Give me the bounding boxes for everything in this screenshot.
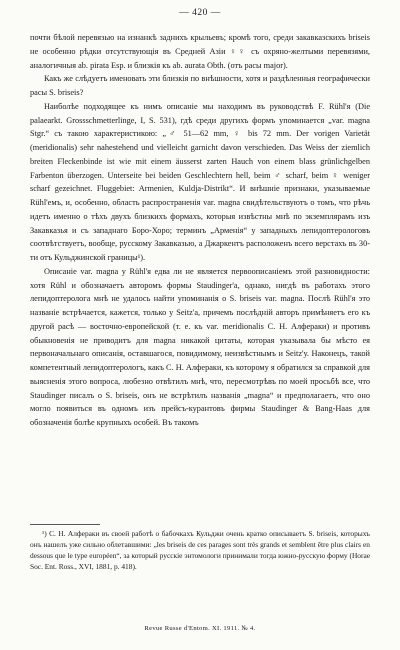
footnote-text: ¹) С. Н. Алфераки въ своей работѣ о бабочкахъ Кульджи очень кратко описываетъ S. briseis, которыхъ онъ нашелъ уже сильно облетавшими: „les briseis de ces parages sont très grands et semblent être plus clairs en dessous que le type européen“, за который русскіе энтомологи принимали тогда южно-русскую форму (Horae Soc. Ent. Ross., XVI, 1881, p. 418). [30,529,370,572]
paragraph-2: Какъ же слѣдуетъ именовать эти близкія по внѣшности, хотя и раздѣленныя географически расы S. briseis? [30,74,370,97]
paragraph-4: Описаніе var. magna у Rühl'я едва ли не является первоописаніемъ этой разновидности: хотя Rühl и обозначаетъ авторомъ формы Staudinger'а, однако, нигдѣ въ работахъ этого лепидоптеролога мнѣ не удалось найти упоминанія о S. briseis var. magna. Послѣ Rühl'я это названіе встрѣчается, кажется, только у Seitz'а, причемъ послѣдній авторъ примѣняетъ его къ другой расѣ — восточно-европейской (т. е. къ var. meridionalis С. Н. Алфераки) и противъ обыкновенія не приводитъ для magna никакой цитаты, которая указывала бы мѣсто ея первоначальнаго описанія, оставшагося, повидимому, неизвѣстнымъ и Seitz'у. Наконецъ, такой компетентный лепидоптерологъ, какъ С. Н. Алфераки, къ которому я обратился за справкой для выясненія этого вопроса, любезно отвѣтилъ мнѣ, что, пересмотрѣвъ по моей просьбѣ все, что Staudinger писалъ о S. briseis, онъ не встрѣтилъ названія „magna“ и предполагаетъ, что оно могло появиться въ одномъ изъ прейсъ-курантовъ фирмы Staudinger & Bang-Haas для обозначенія болѣе крупныхъ особей. Въ такомъ [30,266,370,427]
footnote [30,528,370,572]
footnote-divider [30,524,100,525]
running-footer: Revue Russe d'Entom. XI. 1911. № 4. [144,625,256,632]
page-number: — 420 — [179,8,221,18]
paragraph-3: Наиболѣе подходящее къ нимъ описаніе мы находимъ въ руководствѣ F. Rühl'я (Die palaearkt. Grossschmetterlinge, I, S. 531), гдѣ среди другихъ формъ упоминается „var. magna Stgr.“ съ такою характеристикою: „♂ 51—62 mm, ♀ bis 72 mm. Der vorigen Varietät (meridionalis) sehr nahestehend und vielleicht garnicht davon verschieden. Das Weiss der ziemlich breiten Fleckenbinde ist wie mit einem äusserst zarten Hauch von einem blass grünlichgelben Farbenton überzogen. Unterseite bei beiden Geschlechtern hell, beim ♂ scharf, beim ♀ weniger scharf gezeichnet. Fluggebiet: Armenien, Kuldja-Distrikt“. И внѣшніе признаки, указываемые Rühl'емъ, и, особенно, область распространенія var. magna свидѣтельствуютъ о томъ, что рѣчь идетъ именно о тѣхъ двухъ близкихъ формахъ, которыя извѣстны мнѣ по экземплярамъ изъ Закавказья и съ западнаго Боро-Хоро; терминъ „Арменія“ у западныхъ лепидоптерологовъ соотвѣтствуетъ, вообще, русскому Закавказью, а Джаркентъ расположенъ всего верстахъ въ 30-ти отъ Кульджинской границы¹). [30,101,370,262]
main-text [30,31,370,430]
paragraph-1: почти бѣлой перевязью на изнанкѣ заднихъ крыльевъ; кромѣ того, среди закавказскихъ briseis не особенно рѣдки отсутствующія въ Средней Азіи ♀♀ съ охряно-желтыми перевязями, аналогичныя ab. pirata Esp. и близкія къ ab. aurata Obth. (отъ расы major). [30,33,370,70]
